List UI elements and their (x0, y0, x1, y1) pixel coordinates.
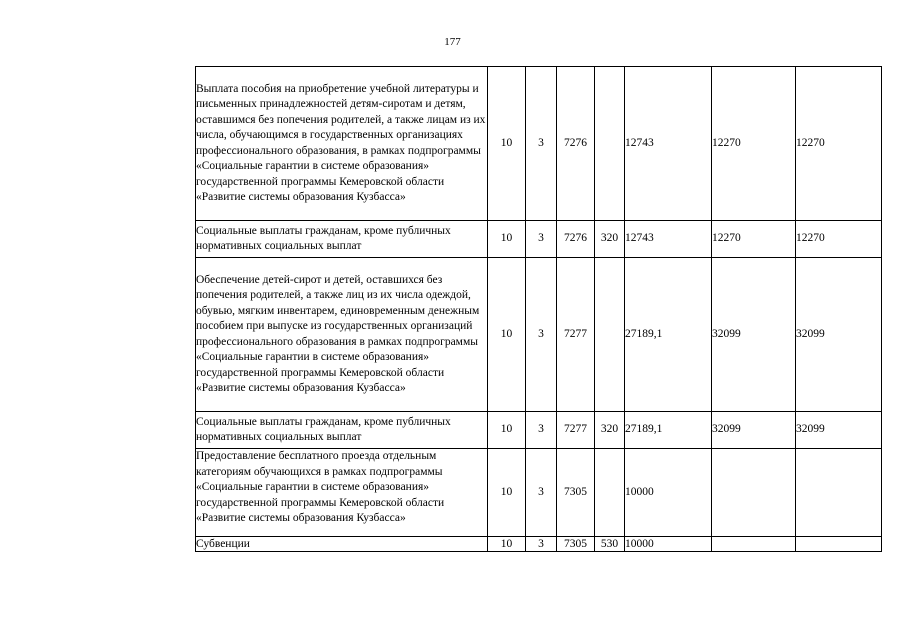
target-article-code: 7276 (557, 221, 595, 258)
amount-year-1: 27189,1 (625, 258, 712, 412)
amount-year-1: 10000 (625, 537, 712, 552)
table-row (196, 67, 882, 221)
section-code: 10 (488, 537, 526, 552)
page-number: 177 (444, 36, 461, 48)
row-description: Социальные выплаты гражданам, кроме публичных нормативных социальных выплат (196, 221, 488, 258)
amount-year-2 (712, 449, 796, 537)
amount-year-3 (796, 449, 882, 537)
expense-type-code (595, 67, 625, 221)
subsection-code: 3 (526, 449, 557, 537)
subsection-code: 3 (526, 221, 557, 258)
row-description: Выплата пособия на приобретение учебной литературы и письменных принадлежностей детям-сиротам и детям, оставшимся без попечения родителей, а также лицам из их числа, обучающимся в государственных организациях профессионального образования, в рамках подпрограммы «Социальные гарантии в системе образования» государственной программы Кемеровской области «Развитие системы образования Кузбасса» (196, 67, 488, 221)
subsection-code: 3 (526, 258, 557, 412)
table-row (196, 221, 882, 258)
amount-year-3: 32099 (796, 258, 882, 412)
amount-year-3: 32099 (796, 412, 882, 449)
amount-year-1: 12743 (625, 67, 712, 221)
amount-year-1: 12743 (625, 221, 712, 258)
expense-type-code (595, 449, 625, 537)
amount-year-3: 12270 (796, 67, 882, 221)
amount-year-3: 12270 (796, 221, 882, 258)
section-code: 10 (488, 67, 526, 221)
row-description: Социальные выплаты гражданам, кроме публичных нормативных социальных выплат (196, 412, 488, 449)
subsection-code: 3 (526, 412, 557, 449)
amount-year-2: 32099 (712, 412, 796, 449)
target-article-code: 7305 (557, 537, 595, 552)
section-code: 10 (488, 449, 526, 537)
table-row (196, 537, 882, 552)
section-code: 10 (488, 221, 526, 258)
table-row (196, 412, 882, 449)
section-code: 10 (488, 258, 526, 412)
amount-year-2: 12270 (712, 221, 796, 258)
target-article-code: 7277 (557, 412, 595, 449)
section-code: 10 (488, 412, 526, 449)
expense-type-code: 320 (595, 221, 625, 258)
subsection-code: 3 (526, 67, 557, 221)
table-row (196, 449, 882, 537)
amount-year-1: 27189,1 (625, 412, 712, 449)
amount-year-2: 12270 (712, 67, 796, 221)
amount-year-2: 32099 (712, 258, 796, 412)
expense-type-code: 530 (595, 537, 625, 552)
amount-year-3 (796, 537, 882, 552)
expense-type-code (595, 258, 625, 412)
expense-type-code: 320 (595, 412, 625, 449)
amount-year-1: 10000 (625, 449, 712, 537)
target-article-code: 7276 (557, 67, 595, 221)
target-article-code: 7305 (557, 449, 595, 537)
row-description: Предоставление бесплатного проезда отдельным категориям обучающихся в рамках подпрограммы «Социальные гарантии в системе образования» государственной программы Кемеровской области «Развитие системы образования Кузбасса» (196, 449, 488, 537)
target-article-code: 7277 (557, 258, 595, 412)
row-description: Обеспечение детей-сирот и детей, оставшихся без попечения родителей, а также лиц из их числа одеждой, обувью, мягким инвентарем, единовременным денежным пособием при выпуске из государственных организаций профессионального образования в рамках подпрограммы «Социальные гарантии в системе образования» государственной программы Кемеровской области «Развитие системы образования Кузбасса» (196, 258, 488, 412)
row-description: Субвенции (196, 537, 488, 552)
subsection-code: 3 (526, 537, 557, 552)
budget-table (195, 66, 882, 552)
amount-year-2 (712, 537, 796, 552)
table-row (196, 258, 882, 412)
